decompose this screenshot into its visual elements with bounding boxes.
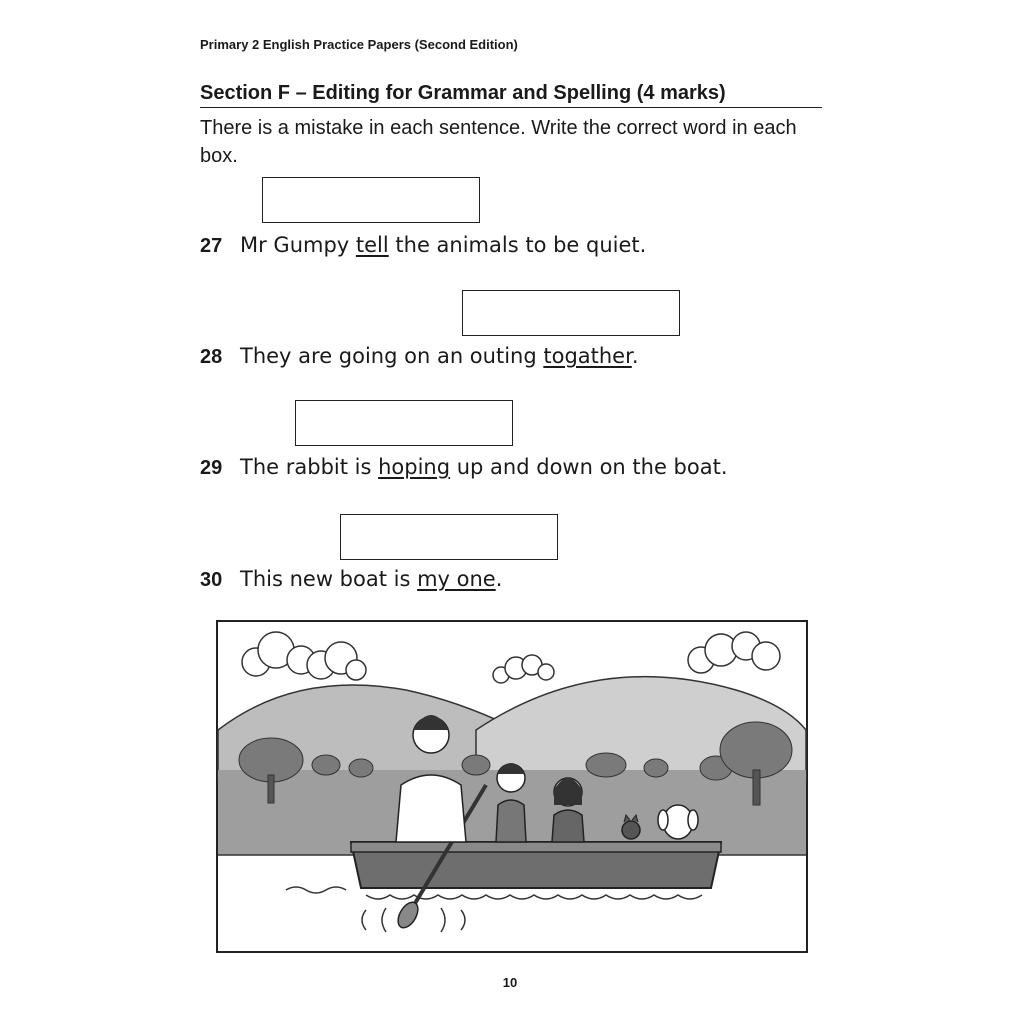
question-text-after: . (495, 567, 503, 591)
error-word: my one (417, 567, 496, 591)
question-text-before: They are going on an outing (240, 344, 544, 368)
question-number: 29 (200, 457, 223, 479)
answer-box-27[interactable] (262, 177, 480, 223)
answer-box-29[interactable] (295, 400, 513, 446)
question-text-before: The rabbit is (240, 455, 379, 479)
error-word: hoping (378, 455, 451, 479)
instructions: There is a mistake in each sentence. Write the correct word in each box. (200, 117, 797, 167)
question-29 (200, 455, 728, 480)
question-text-before: Mr Gumpy (240, 233, 356, 257)
answer-box-28[interactable] (462, 290, 680, 336)
boat-illustration (216, 620, 808, 953)
question-number: 30 (200, 569, 223, 591)
question-27 (200, 233, 646, 258)
error-word: tell (355, 233, 389, 257)
page-number: 10 (502, 975, 518, 990)
question-30 (200, 567, 502, 592)
question-text-after: up and down on the boat. (450, 455, 728, 479)
question-text-before: This new boat is (240, 567, 418, 591)
question-text-after: . (631, 344, 639, 368)
section-heading: Section F – Editing for Grammar and Spelling (4 marks) (200, 82, 822, 108)
book-title: Primary 2 English Practice Papers (Second Edition) (200, 37, 518, 52)
question-number: 28 (200, 346, 223, 368)
question-text-after: the animals to be quiet. (388, 233, 647, 257)
question-number: 27 (200, 235, 223, 257)
error-word: togather (543, 344, 632, 368)
question-28 (200, 344, 639, 369)
answer-box-30[interactable] (340, 514, 558, 560)
